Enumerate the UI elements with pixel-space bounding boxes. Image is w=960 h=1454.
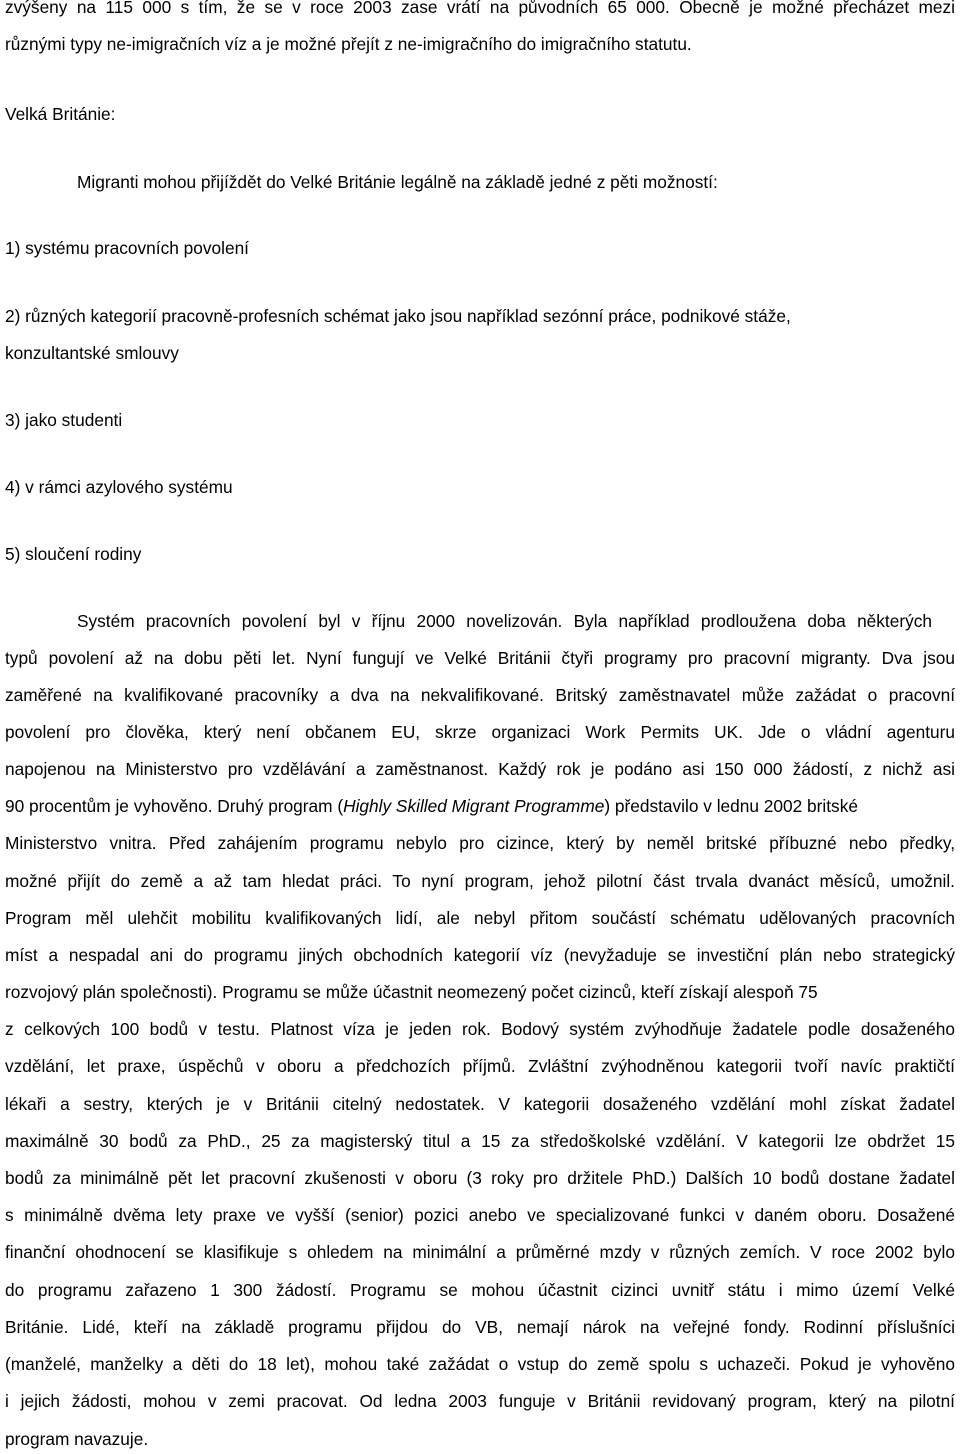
- intro-line-1: zvýšeny na 115 000 s tím, že se v roce 2003 zase vrátí na původních 65 000. Obecně je možné přecházet mezi: [5, 0, 955, 17]
- body-line: rozvojový plán společnosti). Programu se může účastnit neomezený počet cizinců, kteří získají alespoň 75: [5, 982, 818, 1002]
- body-line: i jejich žádosti, mohou v zemi pracovat. Od ledna 2003 funguje v Británii revidovaný program, který na pilotní: [5, 1391, 955, 1411]
- body-line: s minimálně dvěma lety praxe ve vyšší (senior) pozici anebo ve specializované funkci v daném oboru. Dosažené: [5, 1205, 955, 1225]
- body-line: povolení pro člověka, který není občanem EU, skrze organizaci Work Permits UK. Jde o vládní agenturu: [5, 722, 955, 742]
- body-line: míst a nespadal ani do programu jiných obchodních kategorií víz (nevyžaduje se investiční plán nebo strategický: [5, 945, 955, 965]
- list-item: 1) systému pracovních povolení: [5, 238, 249, 258]
- list-item: 2) různých kategorií pracovně-profesních schémat jako jsou například sezónní práce, podnikové stáže,: [5, 306, 791, 326]
- body-line-part: ) představilo v lednu 2002 britské: [604, 796, 858, 816]
- list-item-continuation: konzultantské smlouvy: [5, 343, 179, 363]
- body-line: Systém pracovních povolení byl v říjnu 2000 novelizován. Byla například prodloužena doba některých: [77, 611, 932, 631]
- body-line: Ministerstvo vnitra. Před zahájením programu nebylo pro cizince, který by neměl britské příbuzné nebo předky,: [5, 833, 955, 853]
- list-item: 4) v rámci azylového systému: [5, 477, 233, 497]
- body-line: z celkových 100 bodů v testu. Platnost víza je jeden rok. Bodový systém zvýhodňuje žadatele podle dosaženého: [5, 1019, 955, 1039]
- body-line: Program měl ulehčit mobilitu kvalifikovaných lidí, ale nebyl přitom součástí schématu udělovaných pracovních: [5, 908, 955, 928]
- body-line: typů povolení až na dobu pěti let. Nyní fungují ve Velké Británii čtyři programy pro pracovní migranty. Dva jsou: [5, 648, 955, 668]
- section-lead: Migranti mohou přijíždět do Velké Británie legálně na základě jedné z pěti možností:: [77, 172, 718, 192]
- body-line: maximálně 30 bodů za PhD., 25 za magisterský titul a 15 za středoškolské vzdělání. V kategorii lze obdržet 15: [5, 1131, 955, 1151]
- list-item: 5) sloučení rodiny: [5, 544, 142, 564]
- section-heading: Velká Británie:: [5, 104, 116, 124]
- body-line: finanční ohodnocení se klasifikuje s ohledem na minimální a průměrné mzdy v různých zemích. V roce 2002 bylo: [5, 1242, 955, 1262]
- list-item: 3) jako studenti: [5, 410, 123, 430]
- body-line-part: 90 procentům je vyhověno. Druhý program (: [5, 796, 344, 816]
- body-line: (manželé, manželky a děti do 18 let), mohou také zažádat o vstup do země spolu s uchazeči. Pokud je vyhověno: [5, 1354, 955, 1374]
- programme-name: Highly Skilled Migrant Programme: [343, 796, 605, 816]
- body-line: vzdělání, let praxe, úspěchů v oboru a předchozích příjmů. Zvláštní zvýhodněnou kategorii tvoří navíc praktičtí: [5, 1056, 955, 1076]
- body-line: do programu zařazeno 1 300 žádostí. Programu se mohou účastnit cizinci uvnitř státu i mimo území Velké: [5, 1280, 955, 1300]
- body-line: zaměřené na kvalifikované pracovníky a dva na nekvalifikované. Britský zaměstnavatel může zažádat o pracovní: [5, 685, 955, 705]
- body-line: možné přijít do země a až tam hledat práci. To nyní program, jehož pilotní část trvala dvanáct měsíců, umožnil.: [5, 871, 955, 891]
- body-line-mixed: [5, 795, 945, 817]
- body-line: napojenou na Ministerstvo pro vzdělávání a zaměstnanost. Každý rok je podáno asi 150 000 žádostí, z nichž asi: [5, 759, 955, 779]
- body-line: lékaři a sestry, kterých je v Británii citelný nedostatek. V kategorii dosaženého vzdělání mohl získat žadatel: [5, 1094, 955, 1114]
- body-line: Británie. Lidé, kteří na základě programu přijdou do VB, nemají nárok na veřejné fondy. Rodinní příslušníci: [5, 1317, 955, 1337]
- intro-line-2: různými typy ne-imigračních víz a je možné přejít z ne-imigračního do imigračního statutu.: [5, 34, 692, 54]
- body-line: bodů za minimálně pět let pracovní zkušenosti v oboru (3 roky pro držitele PhD.) Dalších 10 bodů dostane žadatel: [5, 1168, 955, 1188]
- body-line: program navazuje.: [5, 1429, 149, 1449]
